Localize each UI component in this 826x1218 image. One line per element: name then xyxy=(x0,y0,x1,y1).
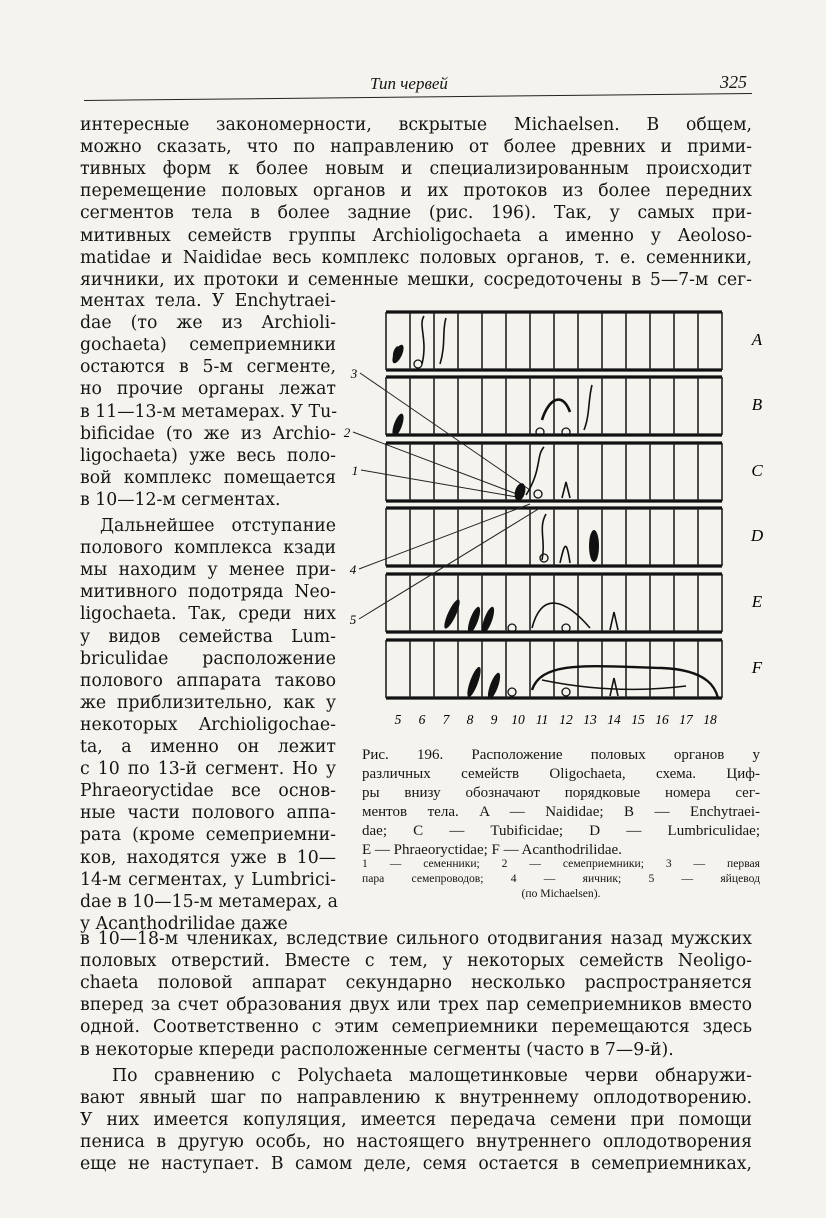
column-line: ментах тела. У Enchytraei- xyxy=(80,291,336,311)
vas-deferens xyxy=(422,316,424,364)
segment-number: 12 xyxy=(559,712,573,727)
body-line: перемещение половых органов и их протоков из более передних xyxy=(80,181,752,202)
segment-number: 5 xyxy=(394,712,402,727)
legend-line: (по Michaelsen). xyxy=(521,887,601,900)
segment-number: 18 xyxy=(703,712,717,727)
oviduct xyxy=(440,318,446,364)
ovary-circle xyxy=(508,688,516,696)
oviduct xyxy=(610,678,618,696)
column-line: некоторых Archioligochae- xyxy=(80,714,336,735)
receptacle-blob xyxy=(513,482,527,502)
pointer-label: 1 xyxy=(351,463,359,478)
column-line: у Acanthodrilidae даже xyxy=(80,913,288,934)
body-line: вают явный шаг по направлению к внутреннему оплодотворению. xyxy=(80,1087,752,1108)
vas-deferens xyxy=(532,666,718,698)
column-line: dae в 10—15-м метамерах, а xyxy=(80,891,338,912)
segment-number: 13 xyxy=(583,712,597,727)
receptacle-blob xyxy=(465,605,482,634)
pointer-label: 3 xyxy=(350,366,358,381)
body-line: половых отверстий. Вместе с тем, у некоторых семейств Neoligo- xyxy=(80,951,752,972)
body-line: одной. Соответственно с этим семеприемники перемещаются здесь xyxy=(80,1017,752,1038)
column-line: briculidae расположение xyxy=(80,648,336,669)
caption-line: различных семейств Oligochaeta, схема. Циф- xyxy=(362,766,760,782)
body-line: яичники, их протоки и семенные мешки, сосредоточены в 5—7-м сег- xyxy=(80,269,752,290)
receptacle-blob xyxy=(442,598,463,630)
body-line: тивных форм к более новым и специализированным происходит xyxy=(80,159,752,180)
segment-number: 11 xyxy=(535,712,549,727)
body-line: митивных семейств группы Archioligochaeta а именно у Aeoloso- xyxy=(80,225,752,246)
column-line: полового комплекса кзади xyxy=(80,538,336,559)
column-line: ligochaeta. Так, среди них xyxy=(80,604,336,625)
segment-number: 9 xyxy=(490,712,498,727)
oviduct xyxy=(584,385,592,430)
column-line: с 10 по 13-й сегмент. Но у xyxy=(80,759,336,780)
column-line: остаются в 5-м сегменте, xyxy=(80,357,336,378)
header-rule xyxy=(84,93,752,101)
ovary-circle xyxy=(534,490,542,498)
body-line: По сравнению с Polychaeta малощетинковые черви обнаружи- xyxy=(112,1065,752,1086)
column-line: ные части полового аппа- xyxy=(80,803,336,824)
body-line: в некоторые кпереди расположенные сегменты (часто в 7—9-й). xyxy=(80,1039,674,1060)
oviduct xyxy=(560,546,570,563)
body-line: сегментов тела в более задние (рис. 196). Так, у самых при- xyxy=(80,203,752,224)
oviduct xyxy=(562,482,570,498)
figure-196-diagram xyxy=(340,300,790,740)
column-line: dae (то же из Archioli- xyxy=(80,313,336,334)
row-label: A xyxy=(751,330,763,349)
legend-line: 1 — семенники; 2 — семеприемники; 3 — первая xyxy=(362,857,760,870)
column-line: вой комплекс помещается xyxy=(80,467,336,488)
body-line: в 10—18-м члениках, вследствие сильного отодвигания назад мужских xyxy=(80,929,752,949)
leader-line xyxy=(359,504,530,569)
body-line: У них имеется копуляция, имеется передача семени при помощи xyxy=(80,1109,752,1130)
vas-deferens xyxy=(542,400,570,420)
column-line: в 11—13-м метамерах. У Tu- xyxy=(80,401,338,422)
body-line: вперед за счет образования двух или трех пар семеприемников вместо xyxy=(80,995,752,1016)
legend-line: пара семепроводов; 4 — яичник; 5 — яйцевод xyxy=(362,872,760,885)
row-label: D xyxy=(750,526,764,545)
caption-line: E — Phraeoryctidae; F — Acanthodrilidae. xyxy=(362,842,622,858)
row-label: F xyxy=(751,658,763,677)
row-label: E xyxy=(751,592,763,611)
vas-deferens xyxy=(526,447,544,495)
ovary-circle xyxy=(414,360,422,368)
column-line: у видов семейства Lum- xyxy=(80,626,336,647)
body-line: matidae и Naididae весь комплекс половых органов, т. е. семенники, xyxy=(80,247,752,268)
row-label: C xyxy=(751,461,763,480)
leader-line xyxy=(361,470,517,497)
segment-number: 6 xyxy=(418,712,426,727)
column-line: в 10—12-м сегментах. xyxy=(80,489,281,510)
column-line: 14-м сегментах, у Lumbrici- xyxy=(80,869,336,890)
body-line: пениса в другую особь, но настоящего внутреннего оплодотворения xyxy=(80,1131,752,1152)
column-line: ligochaeta) уже весь поло- xyxy=(80,445,336,466)
pointer-label: 2 xyxy=(343,425,351,440)
receptacle-blob xyxy=(589,530,599,562)
column-line: же приблизительно, как у xyxy=(80,692,336,713)
body-line: еще не наступает. В самом деле, семя остается в семеприемниках, xyxy=(80,1154,752,1174)
segment-number: 7 xyxy=(442,712,450,727)
testis-circle xyxy=(562,688,570,696)
column-line: мы находим у менее при- xyxy=(80,560,336,581)
column-line: полового аппарата таково xyxy=(80,670,336,691)
body-line: chaeta половой аппарат секундарно несколько распространяется xyxy=(80,973,752,994)
column-line: митивного подотряда Neo- xyxy=(80,582,336,603)
segment-number: 8 xyxy=(466,712,474,727)
page-number: 325 xyxy=(720,72,747,92)
running-title: Тип червей xyxy=(370,74,448,93)
vas-deferens xyxy=(532,603,590,628)
ovary-circle xyxy=(540,554,548,562)
receptacle-blob xyxy=(485,671,502,700)
segment-number: 14 xyxy=(607,712,621,727)
segment-number: 17 xyxy=(679,712,693,727)
caption-line: ментов тела. A — Naididae; B — Enchytraei- xyxy=(362,804,760,820)
figure-caption xyxy=(362,746,760,860)
segment-number: 10 xyxy=(511,712,525,727)
column-line: bificidae (то же из Archio- xyxy=(80,423,336,444)
body-line: интересные закономерности, вскрытые Michaelsen. В общем, xyxy=(80,115,752,135)
column-line: gochaeta) семеприемники xyxy=(80,335,336,356)
receptacle-blob xyxy=(465,666,483,699)
column-line: Дальнейшее отступание xyxy=(100,516,336,536)
column-line: рата (кроме семеприемни- xyxy=(80,825,336,846)
column-line: ков, находятся уже в 10— xyxy=(80,847,336,868)
caption-line: ры внизу обозначают порядковые номера сег- xyxy=(362,785,760,801)
caption-line: dae; C — Tubificidae; D — Lumbriculidae; xyxy=(362,823,760,839)
segment-number: 16 xyxy=(655,712,669,727)
row-label: B xyxy=(751,395,763,414)
pointer-label: 4 xyxy=(349,562,357,577)
segment-number: 15 xyxy=(631,712,645,727)
oviduct xyxy=(610,612,618,630)
column-line: ta, а именно он лежит xyxy=(80,737,336,757)
vas-deferens xyxy=(542,514,546,560)
body-line: можно сказать, что по направлению от более древних и прими- xyxy=(80,137,752,158)
caption-line: Рис. 196. Расположение половых органов у xyxy=(362,747,760,763)
column-line: но прочие органы лежат xyxy=(80,379,336,400)
figure-legend xyxy=(362,856,760,901)
pointer-label: 5 xyxy=(349,612,357,627)
column-line: Phraeoryctidae все основ- xyxy=(80,781,336,802)
